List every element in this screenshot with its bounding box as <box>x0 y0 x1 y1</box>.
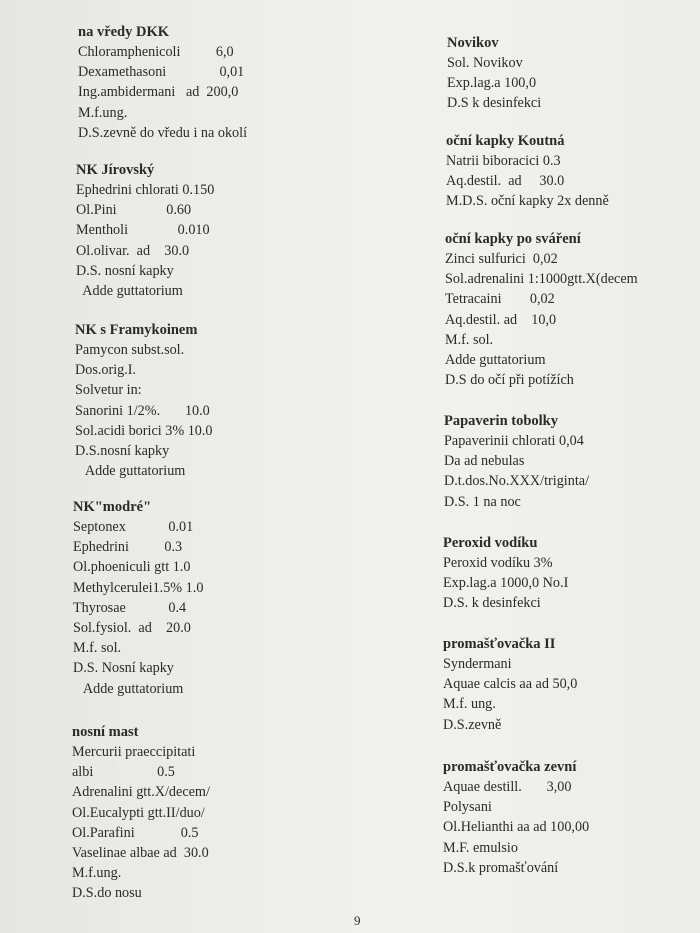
recipe-title: Peroxid vodíku <box>443 535 538 551</box>
recipe-line: Tetracaini 0,02 <box>445 291 555 308</box>
recipe-line: Papaverinii chlorati 0,04 <box>444 433 584 449</box>
recipe-line: M.f.ung. <box>72 865 122 882</box>
recipe-line: D.t.dos.No.XXX/triginta/ <box>444 473 590 490</box>
recipe-line: Da ad nebulas <box>444 453 525 470</box>
recipe-line: Ol.Eucalypti gtt.II/duo/ <box>72 804 205 821</box>
recipe-line: Ing.ambidermani ad 200,0 <box>78 84 239 101</box>
recipe-line: Zinci sulfurici 0,02 <box>445 251 558 267</box>
recipe-line: M.D.S. oční kapky 2x denně <box>446 193 609 210</box>
recipe-line: Mentholi 0.010 <box>76 222 210 239</box>
recipe-line: Mercurii praeccipitati <box>72 744 196 760</box>
recipe-title: NK s Framykoinem <box>75 322 198 338</box>
recipe-line: Adrenalini gtt.X/decem/ <box>72 784 210 801</box>
recipe-title: Novikov <box>447 35 499 51</box>
recipe-line: M.f. sol. <box>445 331 494 348</box>
recipe-title: na vředy DKK <box>78 24 170 40</box>
recipe-line: Polysani <box>443 799 492 816</box>
recipe-section <box>75 320 213 481</box>
recipe-line: M.f.ung. <box>78 104 128 121</box>
recipe-section <box>443 634 577 735</box>
recipe-line: Sol. Novikov <box>447 55 523 71</box>
recipe-section <box>78 22 247 143</box>
recipe-line: Sol.acidi borici 3% 10.0 <box>75 422 213 439</box>
recipe-line: Ephedrini 0.3 <box>73 539 183 556</box>
recipe-line: D.S.nosní kapky <box>75 442 170 459</box>
recipe-section <box>444 411 589 512</box>
recipe-line: Natrii biboracici 0.3 <box>446 153 561 169</box>
recipe-line: Chloramphenicoli 6,0 <box>78 44 234 60</box>
recipe-line: Dexamethasoni 0,01 <box>78 64 245 81</box>
recipe-line: Aq.destil. ad 30.0 <box>446 173 565 190</box>
recipe-line: M.f. ung. <box>443 696 496 713</box>
recipe-line: D.S. Nosní kapky <box>73 660 174 677</box>
recipe-section <box>443 533 568 614</box>
recipe-title: NK"modré" <box>73 499 152 515</box>
recipe-line: Ephedrini chlorati 0.150 <box>76 182 215 198</box>
recipe-line: Thyrosae 0.4 <box>73 599 187 616</box>
recipe-line: D.S.do nosu <box>72 885 142 902</box>
recipe-line: Aq.destil. ad 10,0 <box>445 311 557 328</box>
recipe-line: Peroxid vodíku 3% <box>443 555 553 571</box>
recipe-line: Solvetur in: <box>75 382 142 399</box>
recipe-line: Ol.Parafini 0.5 <box>72 824 199 841</box>
recipe-line: Sol.fysiol. ad 20.0 <box>73 619 191 636</box>
recipe-section <box>443 757 589 878</box>
recipe-line: M.f. sol. <box>73 640 122 657</box>
recipe-line: Ol.olivar. ad 30.0 <box>76 242 190 259</box>
recipe-title: oční kapky po sváření <box>445 231 581 247</box>
recipe-section <box>447 33 541 114</box>
recipe-line: D.S.zevně <box>443 716 502 733</box>
recipe-line: Adde guttatorium <box>75 463 186 480</box>
recipe-section <box>73 497 203 699</box>
recipe-line: Ol.Pini 0.60 <box>76 202 192 219</box>
recipe-title: oční kapky Koutná <box>446 133 565 149</box>
recipe-line: D.S do očí při potížích <box>445 372 574 389</box>
recipe-line: Exp.lag.a 100,0 <box>447 75 537 92</box>
recipe-line: D.S. k desinfekci <box>443 595 541 612</box>
recipe-line: Adde guttatorium <box>73 680 184 697</box>
recipe-section <box>72 722 210 904</box>
recipe-line: D.S.k promašťování <box>443 859 559 876</box>
recipe-line: D.S. 1 na noc <box>444 493 521 510</box>
recipe-line: D.S k desinfekci <box>447 95 542 112</box>
recipe-line: Sol.adrenalini 1:1000gtt.X(decem <box>445 271 638 288</box>
recipe-title: NK Jírovský <box>76 162 155 178</box>
recipe-section <box>445 229 638 390</box>
recipe-line: Adde guttatorium <box>445 351 546 368</box>
recipe-line: M.F. emulsio <box>443 839 518 856</box>
recipe-line: Ol.Helianthi aa ad 100,00 <box>443 819 590 836</box>
recipe-line: Aquae calcis aa ad 50,0 <box>443 676 578 693</box>
recipe-line: Sanorini 1/2%. 10.0 <box>75 402 210 419</box>
recipe-line: Aquae destill. 3,00 <box>443 779 572 795</box>
recipe-line: Vaselinae albae ad 30.0 <box>72 844 209 861</box>
recipe-line: Dos.orig.I. <box>75 362 137 379</box>
recipe-line: Ol.phoeniculi gtt 1.0 <box>73 559 191 576</box>
recipe-section <box>446 131 609 212</box>
recipe-title: promašťovačka II <box>443 636 556 652</box>
recipe-line: Pamycon subst.sol. <box>75 342 185 358</box>
recipe-title: nosní mast <box>72 724 139 740</box>
recipe-section <box>76 160 214 301</box>
recipe-title: Papaverin tobolky <box>444 413 558 429</box>
recipe-line: albi 0.5 <box>72 764 175 781</box>
recipe-title: promašťovačka zevní <box>443 759 577 775</box>
recipe-line: Septonex 0.01 <box>73 519 194 535</box>
recipe-line: Exp.lag.a 1000,0 No.I <box>443 575 569 592</box>
recipe-line: Syndermani <box>443 656 512 672</box>
page-number: 9 <box>354 913 361 928</box>
recipe-line: Adde guttatorium <box>76 282 183 299</box>
recipe-line: Methylcerulei1.5% 1.0 <box>73 579 204 596</box>
recipe-line: D.S.zevně do vředu i na okolí <box>78 124 248 141</box>
recipe-line: D.S. nosní kapky <box>76 262 174 279</box>
